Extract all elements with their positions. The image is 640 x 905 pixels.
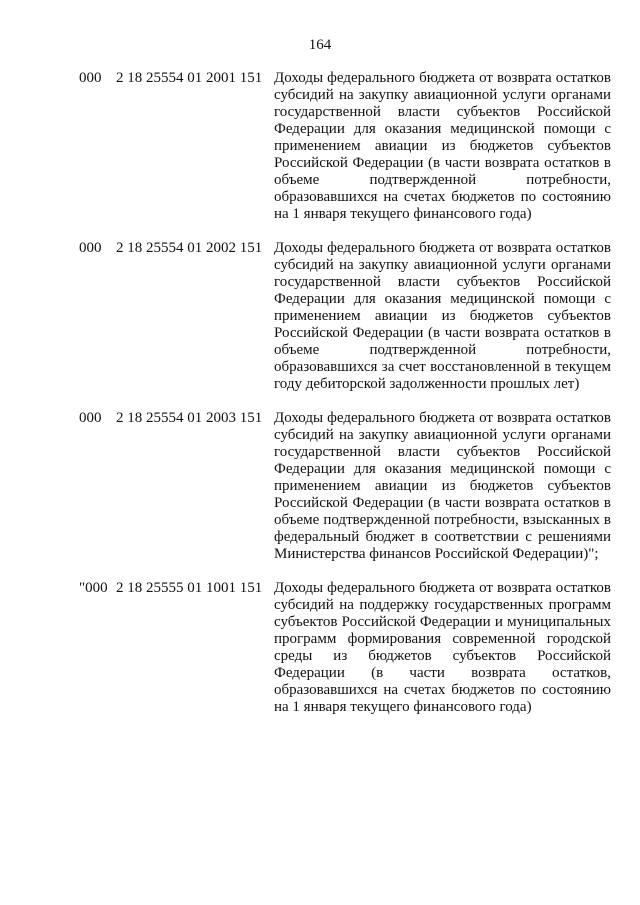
budget-classification-code: 2 18 25554 01 2001 151 [116, 70, 263, 86]
table-row [0, 240, 640, 393]
page-number: 164 [308, 37, 332, 53]
table-row [0, 580, 640, 716]
income-description: Доходы федерального бюджета от возврата остатков субсидий на закупку авиационной услуги органами государственной власти субъектов Российской Федерации для оказания медицинской помощи с применением авиации из бюджетов субъектов Российской Федерации (в части возврата остатков в объеме подтвержденной потребности, образовавшихся за счет восстановленной в текущем году дебиторской задолженности прошлых лет) [274, 240, 611, 392]
admin-code: 000 [79, 240, 102, 256]
admin-code: 000 [79, 410, 102, 426]
budget-classification-code: 2 18 25554 01 2002 151 [116, 240, 263, 256]
income-description: Доходы федерального бюджета от возврата остатков субсидий на закупку авиационной услуги органами государственной власти субъектов Российской Федерации для оказания медицинской помощи с применением авиации из бюджетов субъектов Российской Федерации (в части возврата остатков в объеме подтвержденной потребности, образовавшихся на счетах бюджетов по состоянию на 1 января текущего финансового года) [274, 70, 611, 222]
income-description: Доходы федерального бюджета от возврата остатков субсидий на поддержку государственных программ субъектов Российской Федерации и муниципальных программ формирования современной городской среды из бюджетов субъектов Российской Федерации (в части возврата остатков, образовавшихся на счетах бюджетов по состоянию на 1 января текущего финансового года) [274, 580, 611, 715]
budget-classification-code: 2 18 25555 01 1001 151 [116, 580, 263, 596]
table-row [0, 70, 640, 223]
admin-code: "000 [79, 580, 108, 596]
budget-classification-code: 2 18 25554 01 2003 151 [116, 410, 263, 426]
admin-code: 000 [79, 70, 102, 86]
table-row [0, 410, 640, 563]
income-description: Доходы федерального бюджета от возврата остатков субсидий на закупку авиационной услуги органами государственной власти субъектов Российской Федерации для оказания медицинской помощи с применением авиации из бюджетов субъектов Российской Федерации (в части возврата остатков в объеме подтвержденной потребности, взысканных в федеральный бюджет в соответствии с решениями Министерства финансов Российской Федерации)"; [274, 410, 611, 562]
budget-code-table [0, 70, 640, 733]
